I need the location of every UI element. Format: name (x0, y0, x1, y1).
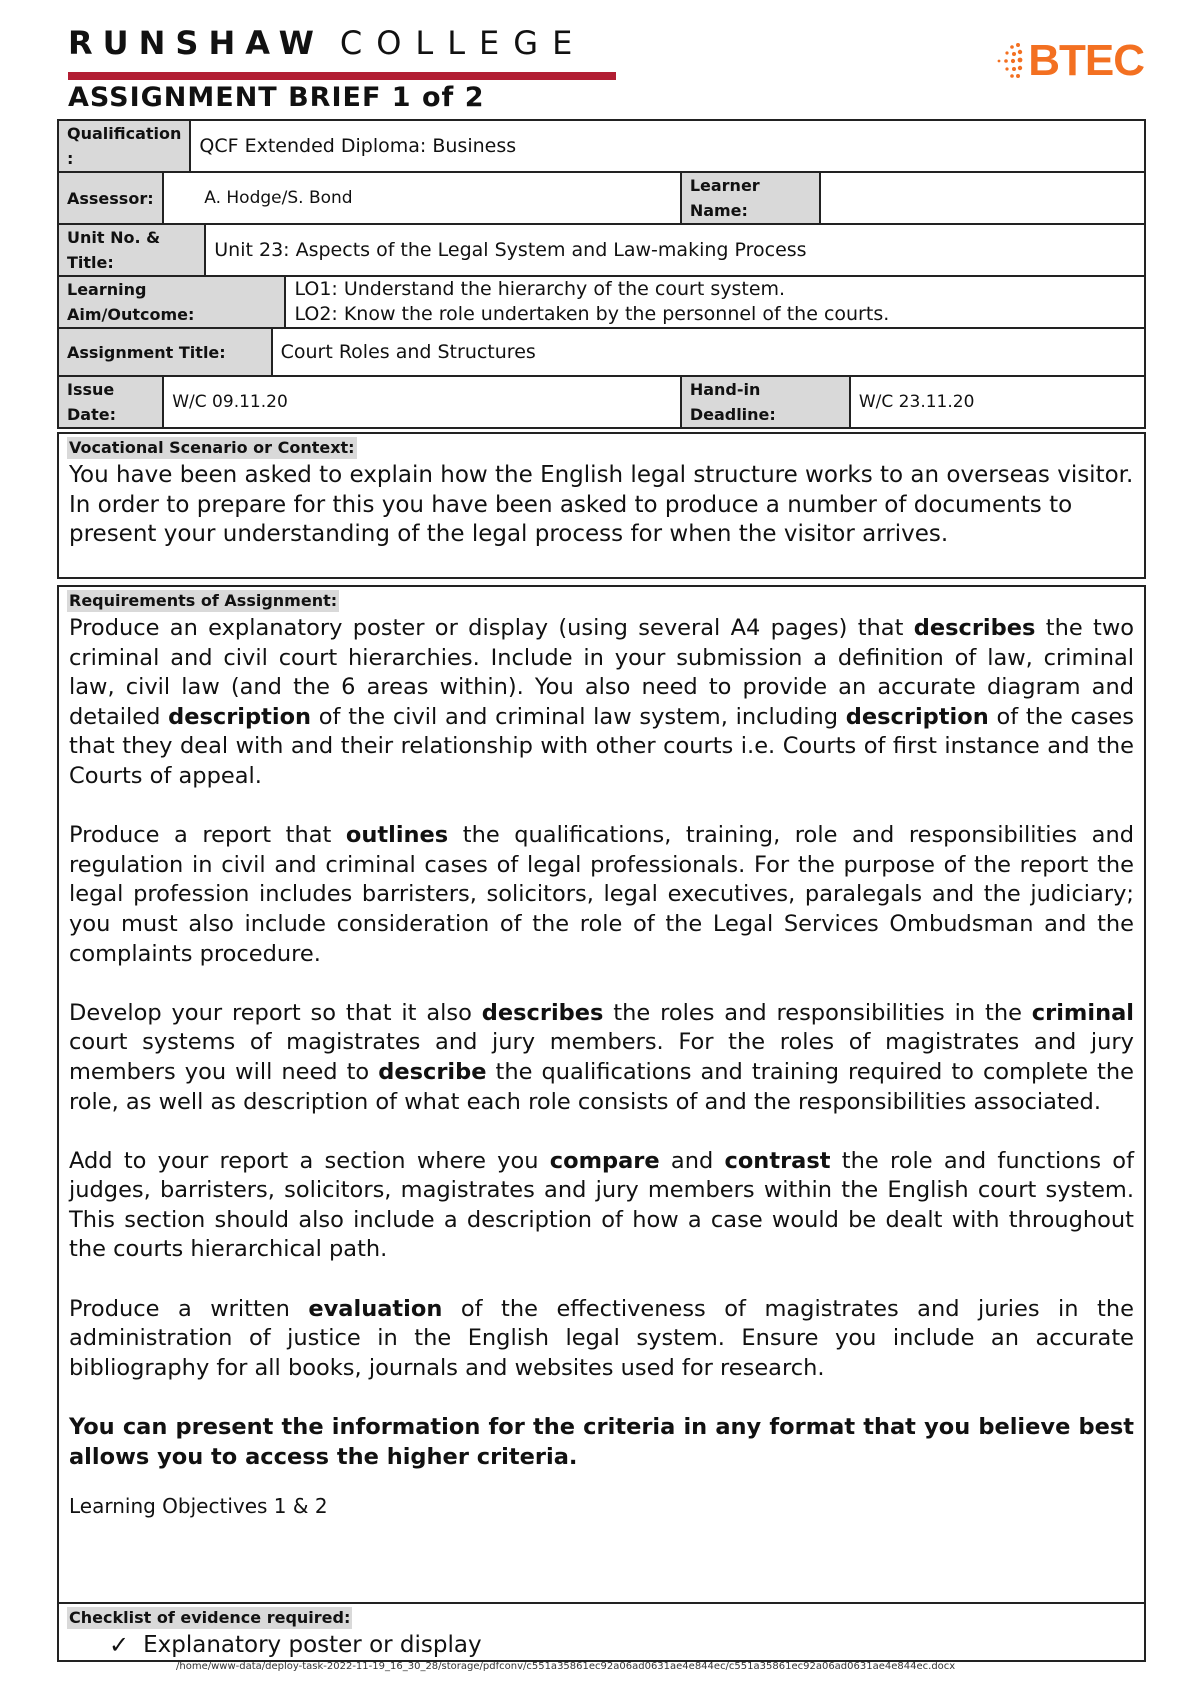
checklist-section (59, 1602, 1144, 1662)
scenario-text: You have been asked to explain how the English legal structure works to an overseas visitor. In order to prepare for this you have been asked to produce a number of documents to present your understanding of the legal process for when the visitor arrives. (69, 462, 1134, 548)
emphasis-word: outlines (345, 822, 449, 849)
college-name-part1: RUNSHAW (68, 24, 324, 62)
requirements-heading: Requirements of Assignment: (69, 591, 338, 610)
text-run: Produce an explanatory poster or display (using several A4 pages) that (69, 615, 914, 641)
text-run: the roles and responsibilities in the (603, 999, 1032, 1026)
assessor-value: A. Hodge/S. Bond (163, 172, 681, 224)
text-run: the qualifications, training, role and responsibilities and regulation in civil and criminal cases of legal professionals. For the purpose of the report the legal profession includes barristers, solicitors, legal executives, paralegals and the judiciary; you must also include consideration of the role of the Legal Services Ombudsman and the complaints procedure. (69, 822, 1135, 967)
title-row (58, 328, 1145, 376)
text-run: court systems of magistrates and jury members. For the roles of magistrates and jury members you will need to (69, 1029, 1134, 1085)
text-run: of the civil and criminal law system, including (311, 703, 846, 730)
file-path-footer: /home/www-data/deploy-task-2022-11-19_16_30_28/storage/pdfconv/c551a35861ec92a06ad0631ae4e844ec/c551a35861ec92a06ad0631ae4e844ec.docx (176, 1661, 956, 1672)
assessor-label: Assessor: (58, 172, 163, 224)
requirement-paragraph-2 (69, 821, 1134, 969)
unit-row (58, 224, 1145, 276)
aim-row (58, 276, 1145, 328)
aim-lo1: LO1: Understand the hierarchy of the court system. (294, 278, 786, 300)
scenario-heading: Vocational Scenario or Context: (69, 438, 355, 457)
brief-title: ASSIGNMENT BRIEF 1 of 2 (68, 82, 485, 113)
emphasis-word: evaluation (308, 1295, 443, 1322)
text-run: and (659, 1147, 725, 1174)
assignment-title-value: Court Roles and Structures (272, 328, 1145, 376)
format-note: You can present the information for the criteria in any format that you believe best allows you to access the higher criteria. (69, 1414, 1134, 1470)
assessor-row (58, 172, 1145, 224)
text-run: the qualifications and training required to complete the role, as well as description of what each role consists of and the responsibilities associated. (69, 1058, 1134, 1115)
requirement-paragraph-5 (69, 1295, 1134, 1384)
btec-logo-text: BTEC (1028, 36, 1144, 85)
page-header (68, 22, 1148, 117)
issue-date-value: W/C 09.11.20 (163, 376, 681, 428)
requirement-paragraph-4 (69, 1147, 1134, 1265)
qualification-value: QCF Extended Diploma: Business (190, 120, 1145, 172)
college-name-part2: COLLEGE (339, 24, 587, 62)
btec-logo (990, 36, 1144, 86)
emphasis-word: describes (913, 615, 1036, 641)
issue-date-label: Issue Date: (58, 376, 163, 428)
text-run: of the cases that they deal with and their relationship with other courts i.e. Courts of first instance and the Courts of appeal. (69, 703, 1135, 789)
requirement-paragraph-3 (69, 999, 1134, 1117)
emphasis-word: describe (378, 1058, 487, 1085)
emphasis-word: criminal (1031, 999, 1134, 1026)
assignment-info-table (57, 119, 1146, 429)
deadline-label: Hand-in Deadline: (681, 376, 850, 428)
emphasis-word: describes (481, 999, 604, 1026)
unit-label: Unit No. & Title: (58, 224, 205, 276)
text-run: Add to your report a section where you (69, 1147, 550, 1174)
learner-name-field[interactable] (820, 172, 1145, 224)
text-run: Develop your report so that it also (69, 999, 482, 1026)
emphasis-word: contrast (724, 1147, 831, 1174)
aim-value (285, 276, 1145, 328)
qualification-label: Qualification : (58, 120, 190, 172)
emphasis-word: description (845, 703, 989, 730)
text-run: of the effectiveness of magistrates and juries in the administration of justice in the English legal system. Ensure you include an accurate bibliography for all books, journals and websites used for research. (69, 1295, 1134, 1381)
college-name (68, 24, 586, 62)
qualification-row (58, 120, 1145, 172)
scenario-section (57, 432, 1146, 579)
aim-lo2: LO2: Know the role undertaken by the personnel of the courts. (294, 303, 890, 325)
checklist-item (109, 1631, 1144, 1659)
emphasis-word: compare (549, 1147, 660, 1174)
assignment-title-label: Assignment Title: (58, 328, 272, 376)
deadline-value: W/C 23.11.20 (850, 376, 1145, 428)
requirement-paragraph-1 (69, 614, 1134, 792)
checklist-item-label: Explanatory poster or display (143, 1632, 482, 1658)
aim-label: Learning Aim/Outcome: (58, 276, 285, 328)
learning-objectives: Learning Objectives 1 & 2 (69, 1494, 328, 1519)
text-run: the role and functions of judges, barristers, solicitors, magistrates and jury members within the English court system. This section should also include a description of how a case would be dealt with throughout the courts hierarchical path. (69, 1147, 1134, 1263)
dates-row (58, 376, 1145, 428)
requirements-section (57, 585, 1146, 1662)
check-icon: ✓ (109, 1631, 130, 1659)
text-run: Produce a written (69, 1295, 309, 1322)
btec-dots-icon (990, 41, 1024, 81)
text-run: the two criminal and civil court hierarchies. Include in your submission a definition of law, criminal law, civil law (and the 6 areas within). You also need to provide an accurate diagram and detailed (69, 615, 1134, 730)
checklist-heading: Checklist of evidence required: (69, 1608, 351, 1627)
learner-name-label: Learner Name: (681, 172, 820, 224)
emphasis-word: description (168, 703, 312, 730)
unit-value: Unit 23: Aspects of the Legal System and Law-making Process (205, 224, 1145, 276)
text-run: Produce a report that (69, 822, 346, 849)
header-red-bar (68, 72, 616, 80)
